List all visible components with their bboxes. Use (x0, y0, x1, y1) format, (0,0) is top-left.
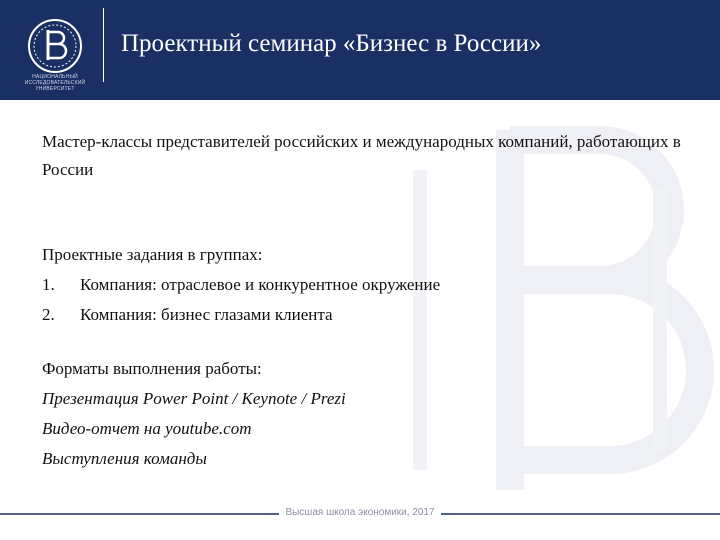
header-divider (103, 8, 104, 82)
format-item: Презентация Power Point / Keynote / Prezi (42, 389, 346, 408)
list-item (42, 270, 682, 300)
tasks-section (42, 240, 682, 330)
list-number: 1. (42, 275, 55, 294)
footer (0, 507, 720, 518)
page-title: Проектный семинар «Бизнес в России» (121, 30, 542, 57)
format-item: Выступления команды (42, 449, 207, 468)
list-text: Компания: бизнес глазами клиента (80, 305, 333, 324)
formats-heading: Форматы выполнения работы: (42, 359, 262, 378)
list-number: 2. (42, 305, 55, 324)
masterclasses-paragraph: Мастер-классы представителей российских и международных компаний, работающих в России (42, 132, 681, 179)
list-text: Компания: отраслевое и конкурентное окружение (80, 275, 441, 294)
footer-text: Высшая школа экономики, 2017 (279, 507, 440, 518)
formats-section (42, 354, 682, 474)
list-item (42, 300, 682, 330)
tasks-heading: Проектные задания в группах: (42, 245, 263, 264)
header-bar (0, 0, 720, 100)
format-item: Видео-отчет на youtube.com (42, 419, 252, 438)
logo-caption: НАЦИОНАЛЬНЫЙ ИССЛЕДОВАТЕЛЬСКИЙ УНИВЕРСИТЕТ (24, 74, 86, 92)
